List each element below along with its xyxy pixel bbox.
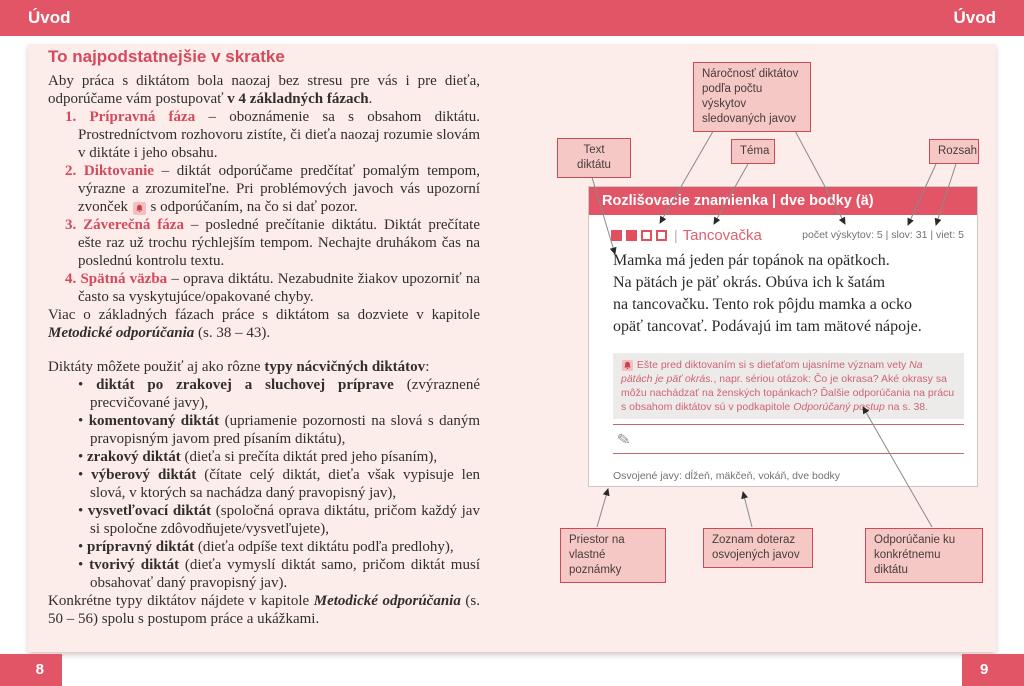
difficulty-square-empty [641,230,652,241]
text-segment: (čítate celý diktát, dieťa však vypisuje len slová, v ktorých sa nachádza daný pravopisný jav), [90,467,480,501]
page-number-left: 8 [0,654,62,686]
difficulty-square-filled [611,230,622,241]
text-segment: • [78,467,92,483]
text-segment: – oprava diktátu. Nezabudnite žiakov upozorniť na často sa vyskytujúce/opakované chyby. [78,271,480,305]
writing-line [613,453,964,454]
text-segment: (dieťa si prečíta diktát pred jeho písaním), [180,449,438,465]
text-segment: (s. 50 – 56) spolu s postupom práce a ukážkami. [48,593,480,627]
left-page-text [48,48,480,628]
difficulty-square-filled [626,230,637,241]
pencil-icon: ✎ [615,429,632,450]
callout-zoznam: Zoznam doteraz osvojených javov [703,528,813,568]
difficulty-squares [611,226,671,243]
text-segment: Na pätách je päť okrás. [621,359,923,385]
callout-rozsah: Rozsah [929,139,979,164]
text-segment: , napr. sériou otázok: Čo je okrasa? Aké okrasy sa môžu nachádzať na ženských topánkach? Ďalšie odporúčania na prácu s obsahom diktátov sú v podkapitole [621,373,955,413]
numbered-item [48,108,480,162]
text-segment: Odporúčaný postup [793,401,885,413]
list-item [48,466,480,502]
body-text [48,72,480,628]
text-segment: 1. Prípravná fáza [65,109,196,125]
text-segment: komentovaný diktát [88,413,220,429]
numbered-item [48,216,480,270]
text-segment: • [78,413,89,429]
list-item [48,556,480,592]
callout-text-diktatu: Text diktátu [557,138,631,178]
dictation-card [588,186,978,487]
dictation-title: Tancovačka [682,226,762,244]
text-segment: prípravný diktát [87,539,195,555]
text-segment: zrakový diktát [87,449,181,465]
text-segment: – oboznámenie sa s obsahom diktátu. Prostredníctvom rozhovoru zistíte, či dieťa naozaj rozumie slovám v diktáte i jeho obsahu. [78,109,481,161]
text-segment: (s. 38 – 43). [194,325,271,341]
text-segment: – posledné prečítanie diktátu. Diktát prečítate ešte raz už trochu rýchlejším tempom. Nechajte druhákom čas na poslednú kontrolu textu. [78,217,480,269]
text-segment: tvorivý diktát [89,557,180,573]
text-segment: Diktáty môžete použiť aj ako rôzne [48,359,265,375]
list-item [48,376,480,412]
text-segment: . [368,91,373,107]
callout-priestor: Priestor na vlastné poznámky [560,528,666,583]
list-item [48,538,480,556]
text-segment: 4. Spätná väzba [65,271,168,287]
paragraph [48,72,480,108]
dictation-text [613,250,964,338]
text-segment: • [78,539,88,555]
dictation-line: na tancovačku. Tento rok pôjdu mamka a ocko [613,296,912,313]
dictation-line: opäť tancovať. Podávajú im tam mätové nápoje. [613,318,922,335]
chapter-title-right: Úvod [953,8,996,27]
chapter-title-left: Úvod [28,8,71,27]
text-segment: • [78,377,97,393]
text-segment: výberový diktát [91,467,197,483]
text-segment: 2. Diktovanie [65,163,154,179]
text-segment: Aby práca s diktátom bola naozaj bez stresu pre vás i pre dieťa, odporúčame vám postupovať [48,73,480,107]
text-segment: • [78,503,88,519]
text-segment: Konkrétne typy diktátov nájdete v kapitole [48,593,314,609]
text-segment: : [425,359,430,375]
list-item [48,448,480,466]
text-segment: s odporúčaním, na čo si dať pozor. [146,199,358,215]
text-segment: (dieťa vymyslí diktát samo, pričom diktát musí obsahovať daný pravopisný jav). [90,557,480,591]
callout-tema: Téma [731,139,775,164]
numbered-item [48,270,480,306]
callout-narocnost: Náročnosť diktátov podľa počtu výskytov sledovaných javov [693,62,811,132]
list-item [48,502,480,538]
text-segment: – diktát odporúčame predčítať pomalým tempom, výrazne a zrozumiteľne. Pri problémových javoch vás upozorní zvonček [78,163,480,215]
header-bar [0,0,1024,36]
text-segment: (upriamenie pozornosti na slová s daným pravopisným javom pred písaním diktátu), [90,413,480,447]
numbered-item [48,162,480,216]
dictation-line: Na pätách je päť okrás. Obúva ich k šatám [613,274,886,291]
dictation-line: Mamka má jeden pár topánok na opätkoch. [613,252,890,269]
page-number-right: 9 [962,654,1024,686]
text-segment: Metodické odporúčania [313,593,461,609]
paragraph [48,358,480,376]
separator: | [674,227,678,244]
text-segment: vysvetľovací diktát [87,503,212,519]
text-segment: • [78,449,88,465]
card-banner: Rozlišovacie znamienka | dve bodky (ä) [589,187,977,215]
callout-odporucanie: Odporúčanie ku konkrétnemu diktátu [865,528,983,583]
paragraph [48,306,480,342]
dictation-meta: počet výskytov: 5 | slov: 31 | viet: 5 [802,229,964,241]
text-segment: Ešte pred diktovaním si s dieťaťom ujasníme význam vety [634,359,910,371]
section-heading: To najpodstatnejšie v skratke [48,47,285,66]
text-segment: 3. Záverečná fáza [65,217,184,233]
text-segment: Viac o základných fázach práce s diktátom sa dozviete v kapitole [48,307,480,323]
text-segment: Metodické odporúčania [48,325,195,341]
text-segment: typy nácvičných diktátov [264,359,426,375]
learned-phenomena: Osvojené javy: dĺžeň, mäkčeň, vokáň, dve bodky [613,470,841,482]
text-segment: diktát po zrakovej a sluchovej príprave [96,377,394,393]
writing-line [613,424,964,425]
paragraph [48,592,480,628]
text-segment: (dieťa odpíše text diktátu podľa predlohy), [194,539,454,555]
card-info-row [611,226,964,242]
text-segment: v 4 základných fázach [227,91,369,107]
bell-icon [133,202,146,215]
list-item [48,412,480,448]
text-segment: (spoločná oprava diktátu, pričom každý jav si spoločne zdôvodňujete/vysvetľujete), [90,503,480,537]
difficulty-square-empty [656,230,667,241]
recommendation-note [613,353,964,419]
text-segment: na s. 38. [884,401,929,413]
text-segment: (zvýraznené precvičované javy), [90,377,480,411]
bell-icon [622,360,633,371]
text-segment: • [78,557,90,573]
